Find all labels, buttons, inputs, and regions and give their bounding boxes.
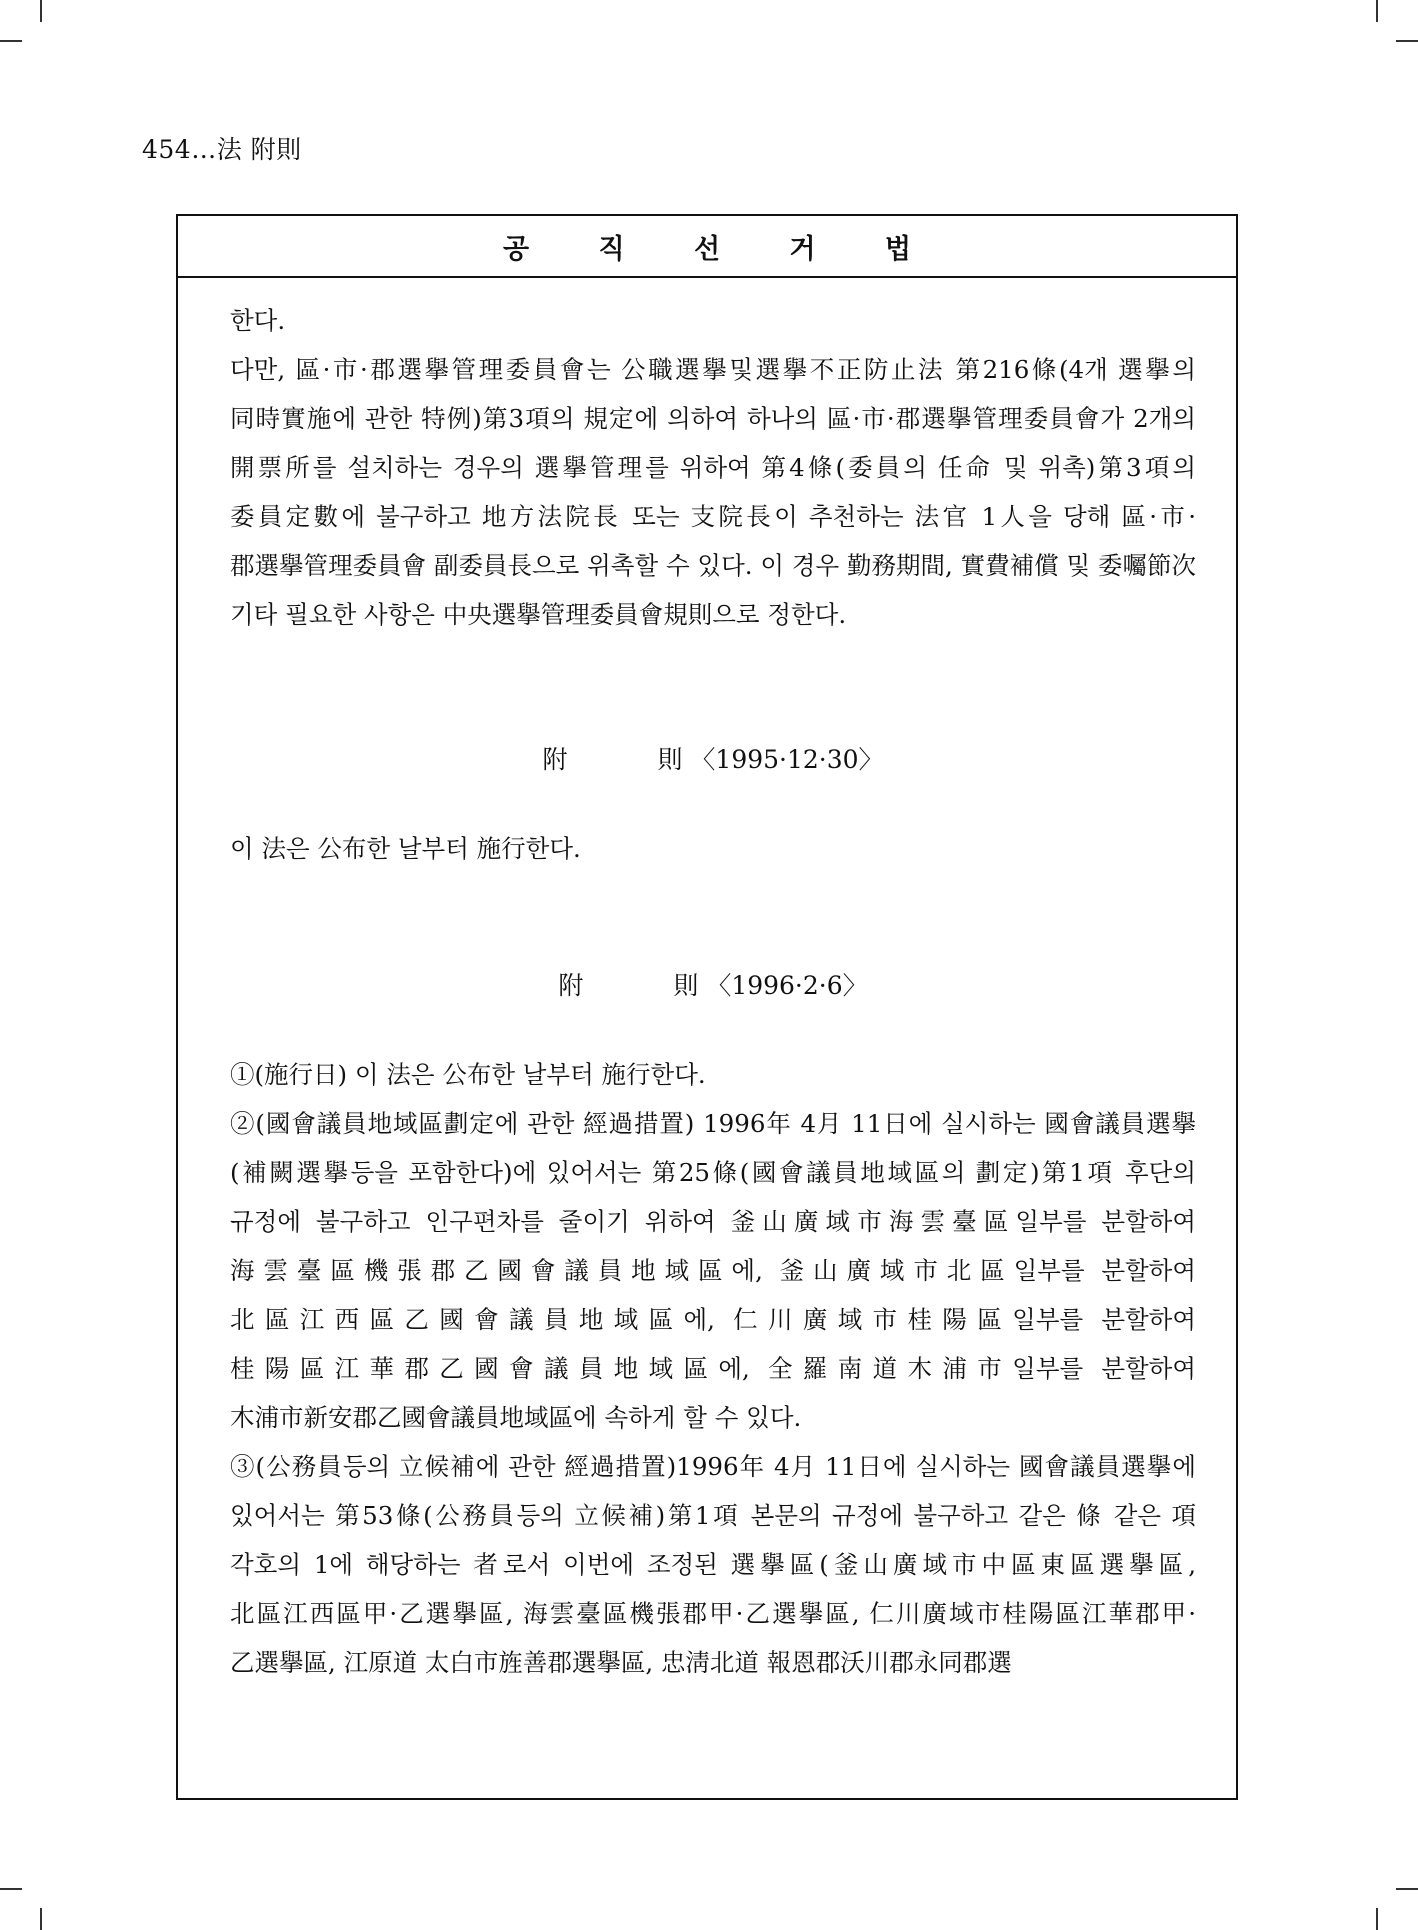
addendum-heading-right: 則: [657, 745, 683, 774]
law-frame: [176, 214, 1238, 1800]
crop-mark-top-left: [40, 0, 42, 22]
addendum-1995-text: 이 法은 公布한 날부터 施行한다.: [230, 834, 581, 863]
addendum-1996-item-1: ①(施行日) 이 法은 公布한 날부터 施行한다.: [230, 1060, 706, 1089]
crop-mark-bottom-left: [40, 1908, 42, 1930]
paragraph-proviso: 다만, 區·市·郡選擧管理委員會는 公職選擧및選擧不正防止法 第216條(4개 選擧의 同時實施에 관한 特例)第3項의 規定에 의하여 하나의 區·市·郡選擧管理委員會가 2개의 開票所를 설치하는 경우의 選擧管理를 위하여 第4條(委員의 任命 및 위촉)第3項의 委員定數에 불구하고 地方法院長 또는 支院長이 추천하는 法官 1人을 당해 區·市·郡選擧管理委員會 副委員長으로 위촉할 수 있다. 이 경우 勤務期間, 實費補償 및 委囑節次 기타 필요한 사항은 中央選擧管理委員會規則으로 정한다.: [230, 355, 1196, 629]
addendum-heading-1996: [230, 961, 1196, 1010]
crop-mark-bottom-right-h: [1396, 1888, 1418, 1890]
crop-mark-top-right-h: [1396, 40, 1418, 42]
spacer: [230, 873, 1196, 961]
addendum-date: 〈1996·2·6〉: [706, 971, 868, 1000]
running-header: 454…法 附則: [142, 135, 302, 164]
addendum-heading-left: 附: [542, 745, 568, 774]
addendum-date: 〈1995·12·30〉: [690, 745, 884, 774]
crop-mark-bottom-left-h: [0, 1888, 22, 1890]
addendum-heading-right: 則: [673, 971, 699, 1000]
addendum-heading-left: 附: [558, 971, 584, 1000]
frame-title: 공 직 선 거 법: [178, 216, 1236, 278]
spacer: [230, 1010, 1196, 1050]
crop-mark-bottom-right: [1376, 1908, 1378, 1930]
addendum-heading-1995: [230, 735, 1196, 784]
addendum-1996-item-2: ②(國會議員地域區劃定에 관한 經過措置) 1996年 4月 11日에 실시하는 國會議員選擧(補闕選擧등을 포함한다)에 있어서는 第25條(國會議員地域區의 劃定)第1項 후단의 규정에 불구하고 인구편차를 줄이기 위하여 釜山廣域市海雲臺區일부를 분할하여 海雲臺區機張郡乙國會議員地域區에, 釜山廣域市北區일부를 분할하여 北區江西區乙國會議員地域區에, 仁川廣域市桂陽區일부를 분할하여 桂陽區江華郡乙國會議員地域區에, 全羅南道木浦市일부를 분할하여 木浦市新安郡乙國會議員地域區에 속하게 할 수 있다.: [230, 1109, 1196, 1432]
crop-mark-top-right: [1376, 0, 1378, 22]
addendum-1996-item-3: ③(公務員등의 立候補에 관한 經過措置)1996年 4月 11日에 실시하는 國會議員選擧에 있어서는 第53條(公務員등의 立候補)第1項 본문의 규정에 불구하고 같은 條 같은 項 각호의 1에 해당하는 者로서 이번에 조정된 選擧區(釜山廣域市中區東區選擧區, 北區江西區甲·乙選擧區, 海雲臺區機張郡甲·乙選擧區, 仁川廣域市桂陽區江華郡甲·乙選擧區, 江原道 太白市旌善郡選擧區, 忠淸北道 報恩郡沃川郡永同郡選: [230, 1452, 1196, 1677]
frame-body: [230, 296, 1196, 1687]
spacer: [230, 639, 1196, 735]
paragraph-continuation: 한다.: [230, 306, 286, 335]
crop-mark-top-left-h: [0, 40, 22, 42]
spacer: [230, 784, 1196, 824]
